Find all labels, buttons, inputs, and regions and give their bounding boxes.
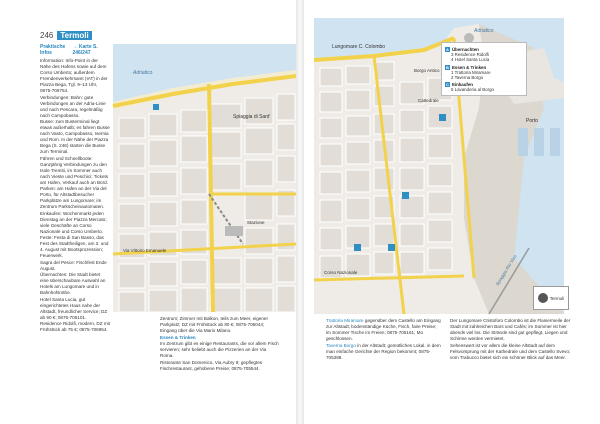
paragraph: Busse: zum Busterminal liegt etwas außerhalb; es fahren Busse nach Vasto, Campobasso, Isernia und Rom. In der Nähe der Piazza Bega (S. 246) starten die Busse zum Terminal.: [40, 119, 110, 154]
label-road: Corso Nazionale: [324, 270, 358, 275]
label-road: Via Vittorio Emanuele: [123, 248, 167, 253]
publisher-logo: [533, 286, 569, 310]
legend-item: 2 Taverna Borgo: [451, 75, 484, 81]
legend-heading: B Essen & Trinken: [446, 64, 487, 70]
paragraph: Der Lungomare Cristoforo Colombo ist die Flaniermeile der Stadt mit zahlreichen Bars und Cafés; im Sommer ist hier abends viel los. Die Strände sind gut gepflegt, Liegen und Schirme werden vermietet.: [450, 318, 571, 341]
paragraph: Sagra del Pesce: Fischfest Ende August.: [40, 259, 107, 271]
page-spine: [296, 0, 304, 424]
paragraph: Residence Ridolfi, modern, DZ mit Frühstück ab 75 €; 0875-706954.: [40, 321, 110, 332]
text-column-mid: [160, 316, 280, 371]
text-column-right-b: [450, 318, 574, 374]
paragraph: Information: Info-Point in der Nähe des Hafens sowie auf dem Corso Umberto; außerdem Fremdenverkehrsamt (IAT) in der Piazza Bega, Tgl. 9–13 Uhr, 0875-706754.: [40, 58, 108, 93]
legend-marker: B: [446, 64, 449, 70]
paragraph: Taverna Borgo in der Altstadt; gemütliches Lokal, in dem man einfache Gerichte der Region bekommt; 0875-705388.: [326, 342, 441, 360]
legend-marker: A: [446, 47, 449, 53]
text-column-left: [40, 44, 110, 354]
left-page: [0, 0, 296, 424]
paragraph: Verbindungen: Bahn: gute Verbindungen an der Adria-Linie und nach Pescara, regelmäßig nach Campobasso.: [40, 94, 106, 118]
map-legend: [441, 42, 527, 96]
paragraph: Feste: Festa di San Basso, das Fest des Stadtheiligen, am 3. und 4. August mit Bootsprozession; Feuerwerk.: [40, 235, 109, 258]
logo-mark-icon: [538, 293, 548, 303]
label-altstadt: Borgo Antico: [414, 68, 440, 73]
label-road: Spiaggia di Sant': [233, 114, 271, 120]
paragraph: Trattoria Miramare gegenüber dem Castello am Eingang zur Altstadt; bodenständige Küche, Fisch, faire Preise; im Sommer Tische im Freien; 0875-705161; Mo geschlossen.: [326, 318, 441, 341]
paragraph: Hotel Santa Lucia, gut eingerichtetes Haus nahe der Altstadt, freundlicher Service; DZ ab 90 €; 0875-705101.: [40, 296, 108, 320]
text-column-right-a: [326, 318, 442, 374]
label-cathedral: Cattedrale: [418, 98, 439, 103]
page-title: Termoli: [57, 31, 91, 40]
label-station: Stazione: [247, 220, 265, 225]
entry-title: Taverna Borgo: [326, 342, 356, 348]
label-sea: Adriatico: [133, 70, 153, 76]
label-sea: Adriatico: [474, 28, 494, 34]
logo-text: Termoli: [549, 295, 565, 301]
section-heading: Praktische Infos → Karte S. 246/247: [40, 44, 98, 56]
page-number: 246: [40, 31, 54, 40]
label-beach: Spiaggia Rio Vivo: [494, 253, 518, 287]
paragraph: Im Zentrum gibt es einige Restaurants, die vor allem Fisch servieren; sehr beliebt auch die Pizzerien an der Via Roma.: [160, 341, 279, 358]
paragraph: Ristorante San Domenico, Via Aubry 9; gepflegtes Fischrestaurant, gehobene Preise; 0875-705544.: [160, 359, 263, 371]
legend-marker: C: [446, 82, 449, 88]
paragraph: Zentrum; Zimmer mit Balkon, teils zum Meer, eigener Parkplatz; DZ mit Frühstück ab 80 €; 0875-706044; Eingang über die Via Mario Milano.: [160, 316, 268, 333]
entry-title: Trattoria Miramare: [326, 318, 364, 323]
legend-item: 4 Hotel Santa Lucia: [451, 57, 490, 63]
page-header: [40, 30, 92, 41]
label-road: Lungomare C. Colombo: [332, 44, 386, 50]
paragraph: Sehenswert ist vor allem die kleine Altstadt auf dem Felsvorsprung mit der Kathedrale und dem Castello Svevo; vom Trabucco bietet sich ein schöner Blick auf das Meer.: [450, 342, 571, 360]
paragraph: Übernachten: Die Stadt bietet eine überschaubare Auswahl an Hotels am Lungomare und in Bahnhofsnähe.: [40, 272, 106, 295]
legend-heading: C Einkaufen: [446, 82, 473, 88]
legend-item: 5 Lavanderia al Borgo: [451, 87, 494, 93]
legend-item: 3 Residence Ridolfi: [451, 52, 489, 58]
paragraph: Einkaufen: Wochenmarkt jeden Dienstag an der Piazza Mercato; viele Geschäfte an Corso Nazionale und Corso Umberto.: [40, 210, 107, 234]
paragraph: Fähren und Schnellboote: Ganzjährig Verbindungen zu den Isole Tremiti, im Sommer auch nach Vieste und Peschici; Tickets am Hafen, Verkauf auch an Bord.: [40, 155, 109, 185]
section-heading: Essen & Trinken: [160, 334, 196, 340]
map-left: [113, 44, 296, 312]
legend-item: 1 Trattoria Miramare: [451, 69, 491, 75]
label-port: Porto: [526, 118, 538, 124]
legend-heading: A Übernachten: [446, 47, 479, 53]
paragraph: Parken: am Hafen an der Via del Porto, für Altstadtbesucher Parkplätze am Lungomare; im Zentrum Parkscheinautomaten.: [40, 186, 107, 209]
